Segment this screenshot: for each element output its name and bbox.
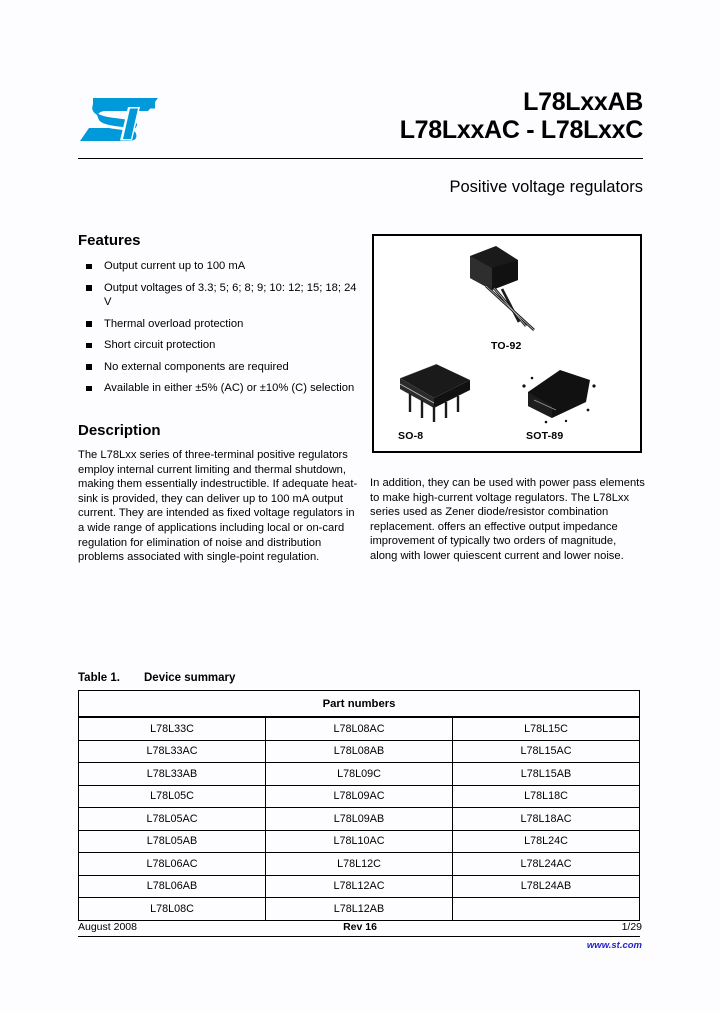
table-row xyxy=(79,808,640,831)
table-cell: L78L09AB xyxy=(266,808,453,831)
table-cell: L78L05AC xyxy=(79,808,266,831)
to92-package-image xyxy=(456,244,562,344)
table-row xyxy=(79,875,640,898)
table-cell: L78L05C xyxy=(79,785,266,808)
feature-text: Output current up to 100 mA xyxy=(104,260,246,272)
so8-package-image xyxy=(390,362,480,424)
table-cell: L78L18C xyxy=(453,785,640,808)
table-row xyxy=(79,830,640,853)
square-bullet-icon xyxy=(86,364,92,370)
description-section xyxy=(78,422,360,565)
feature-text: Output voltages of 3.3; 5; 6; 8; 9; 10: 12; 15; 18; 24 V xyxy=(104,281,357,308)
list-item xyxy=(78,317,358,332)
device-summary-table xyxy=(78,690,640,921)
feature-text: Thermal overload protection xyxy=(104,317,244,330)
table-cell: L78L10AC xyxy=(266,830,453,853)
page-header xyxy=(78,88,643,160)
list-item xyxy=(78,360,358,375)
table-caption-number: Table 1. xyxy=(78,672,120,684)
footer-revision: Rev 16 xyxy=(343,921,377,933)
title-line-1: L78LxxAB xyxy=(523,88,643,116)
table-cell: L78L24AC xyxy=(453,853,640,876)
features-heading: Features xyxy=(78,232,141,249)
table-cell: L78L15AC xyxy=(453,740,640,763)
table-cell: L78L33AC xyxy=(79,740,266,763)
feature-text: Available in either ±5% (AC) or ±10% (C) selection xyxy=(104,382,355,394)
feature-text: Short circuit protection xyxy=(104,339,216,351)
table-cell: L78L24AB xyxy=(453,875,640,898)
table-cell: L78L18AC xyxy=(453,808,640,831)
list-item xyxy=(78,381,358,396)
table-cell: L78L08AB xyxy=(266,740,453,763)
table-row xyxy=(79,898,640,921)
table-caption-title: Device summary xyxy=(144,672,236,684)
footer-page-number: 1/29 xyxy=(621,921,642,933)
footer-divider xyxy=(78,936,640,937)
sot89-label: SOT-89 xyxy=(526,430,564,442)
table-cell: L78L12AC xyxy=(266,875,453,898)
table-caption xyxy=(78,672,235,684)
header-divider xyxy=(78,158,643,159)
table-cell: L78L15C xyxy=(453,717,640,740)
to92-label: TO-92 xyxy=(491,340,522,352)
square-bullet-icon xyxy=(86,285,92,291)
table-cell: L78L33C xyxy=(79,717,266,740)
footer-date: August 2008 xyxy=(78,921,137,933)
list-item xyxy=(78,281,358,310)
table-header-part-numbers: Part numbers xyxy=(79,691,640,718)
table-cell xyxy=(453,898,640,921)
table-cell: L78L06AB xyxy=(79,875,266,898)
features-section xyxy=(78,232,358,403)
footer-website-link[interactable]: www.st.com xyxy=(586,940,642,951)
table-cell: L78L05AB xyxy=(79,830,266,853)
square-bullet-icon xyxy=(86,343,92,349)
square-bullet-icon xyxy=(86,264,92,270)
table-header-row xyxy=(79,691,640,718)
title-line-2: L78LxxAC - L78LxxC xyxy=(399,116,643,144)
table-cell: L78L33AB xyxy=(79,763,266,786)
table-row xyxy=(79,763,640,786)
table-cell: L78L06AC xyxy=(79,853,266,876)
feature-text: No external components are required xyxy=(104,360,289,373)
table-cell: L78L08C xyxy=(79,898,266,921)
list-item xyxy=(78,259,358,274)
features-list xyxy=(78,259,358,396)
table-cell: L78L08AC xyxy=(266,717,453,740)
description-left-text: The L78Lxx series of three-terminal positive regulators employ internal current limiting and thermal shutdown, making them essentially indestructible. If adequate heat-sink is provided, they can deliver up to 100 mA output current. They are intended as fixed voltage regulators in a wide range of applications including local or on-card regulation for elimination of noise and distribution problems associated with single-point regulation. xyxy=(78,449,358,564)
description-heading: Description xyxy=(78,422,161,439)
st-logo xyxy=(78,96,160,142)
table-row xyxy=(79,740,640,763)
square-bullet-icon xyxy=(86,321,92,327)
table-cell: L78L12C xyxy=(266,853,453,876)
table-row xyxy=(79,717,640,740)
table-cell: L78L09AC xyxy=(266,785,453,808)
description-right-text: In addition, they can be used with power pass elements to make high-current voltage regulators. The L78Lxx series used as Zener diode/resistor combination replacement. offers an effective output impedance improvement of typically two orders of magnitude, along with lower quiescent current and lower noise. xyxy=(370,477,645,562)
document-title xyxy=(400,88,643,144)
table-row xyxy=(79,785,640,808)
table-cell: L78L12AB xyxy=(266,898,453,921)
document-subtitle: Positive voltage regulators xyxy=(449,178,643,196)
sot89-package-image xyxy=(516,366,602,424)
square-bullet-icon xyxy=(86,386,92,392)
list-item xyxy=(78,338,358,353)
table-cell: L78L15AB xyxy=(453,763,640,786)
table-row xyxy=(79,853,640,876)
table-cell: L78L24C xyxy=(453,830,640,853)
table-cell: L78L09C xyxy=(266,763,453,786)
package-illustrations-box xyxy=(372,234,642,453)
so8-label: SO-8 xyxy=(398,430,424,442)
